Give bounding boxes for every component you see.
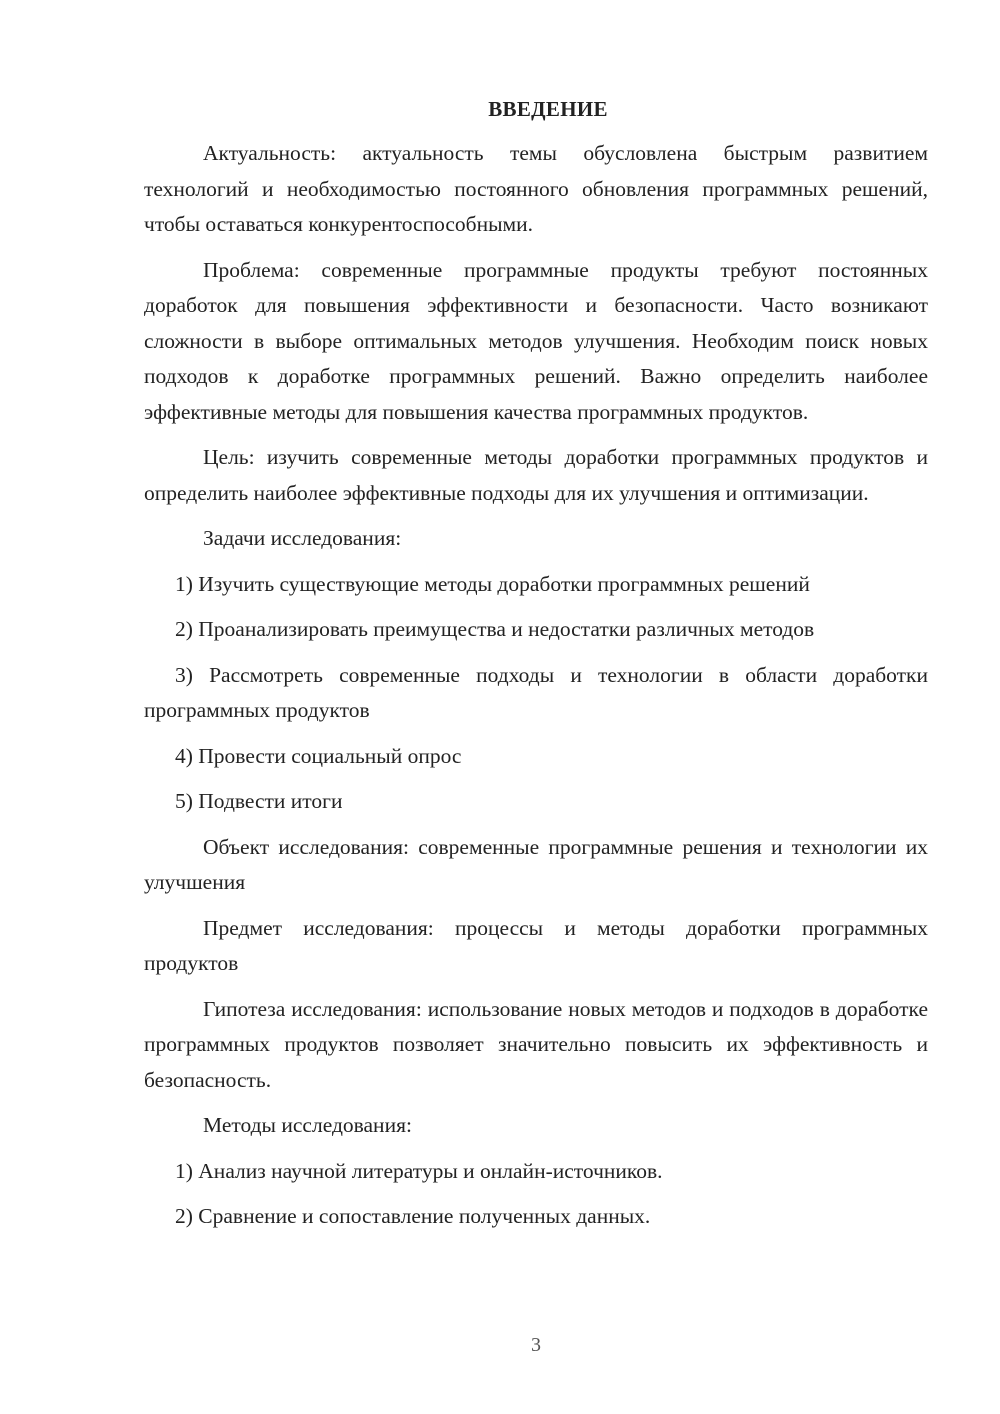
page-title: ВВЕДЕНИЕ [488, 97, 608, 121]
task-item-1: 1) Изучить существующие методы доработки программных решений [175, 571, 810, 596]
task-item-3: 3) Рассмотреть современные подходы и технологии в области доработки программных продуктов [144, 662, 928, 722]
tasks-heading: Задачи исследования: [203, 526, 402, 550]
task-item-4: 4) Провести социальный опрос [175, 743, 462, 768]
paragraph-object: Объект исследования: современные программные решения и технологии их улучшения [144, 834, 928, 894]
page-content [144, 92, 928, 1245]
method-item-2: 2) Сравнение и сопоставление полученных данных. [175, 1204, 651, 1228]
methods-heading: Методы исследования: [203, 1113, 412, 1137]
paragraph-hypothesis: Гипотеза исследования: использование новых методов и подходов в доработке программных продуктов позволяет значительно повысить их эффективность и безопасность. [144, 996, 928, 1092]
task-item-5: 5) Подвести итоги [175, 789, 343, 813]
paragraph-subject: Предмет исследования: процессы и методы доработки программных продуктов [144, 915, 928, 975]
page-number: 3 [531, 1334, 541, 1356]
method-item-1: 1) Анализ научной литературы и онлайн-источников. [175, 1158, 663, 1183]
paragraph-relevance: Актуальность: актуальность темы обусловлена быстрым развитием технологий и необходимостью постоянного обновления программных решений, чтобы оставаться конкурентоспособными. [144, 141, 928, 236]
task-item-2: 2) Проанализировать преимущества и недостатки различных методов [175, 617, 815, 641]
paragraph-goal: Цель: изучить современные методы доработки программных продуктов и определить наиболее эффективные подходы для их улучшения и оптимизации. [144, 445, 928, 505]
paragraph-problem: Проблема: современные программные продукты требуют постоянных доработок для повышения эффективности и безопасности. Часто возникают сложности в выборе оптимальных методов улучшения. Необходим поиск новых подходов к доработке программных решений. Важно определить наиболее эффективные методы для повышения качества программных продуктов. [144, 257, 928, 424]
